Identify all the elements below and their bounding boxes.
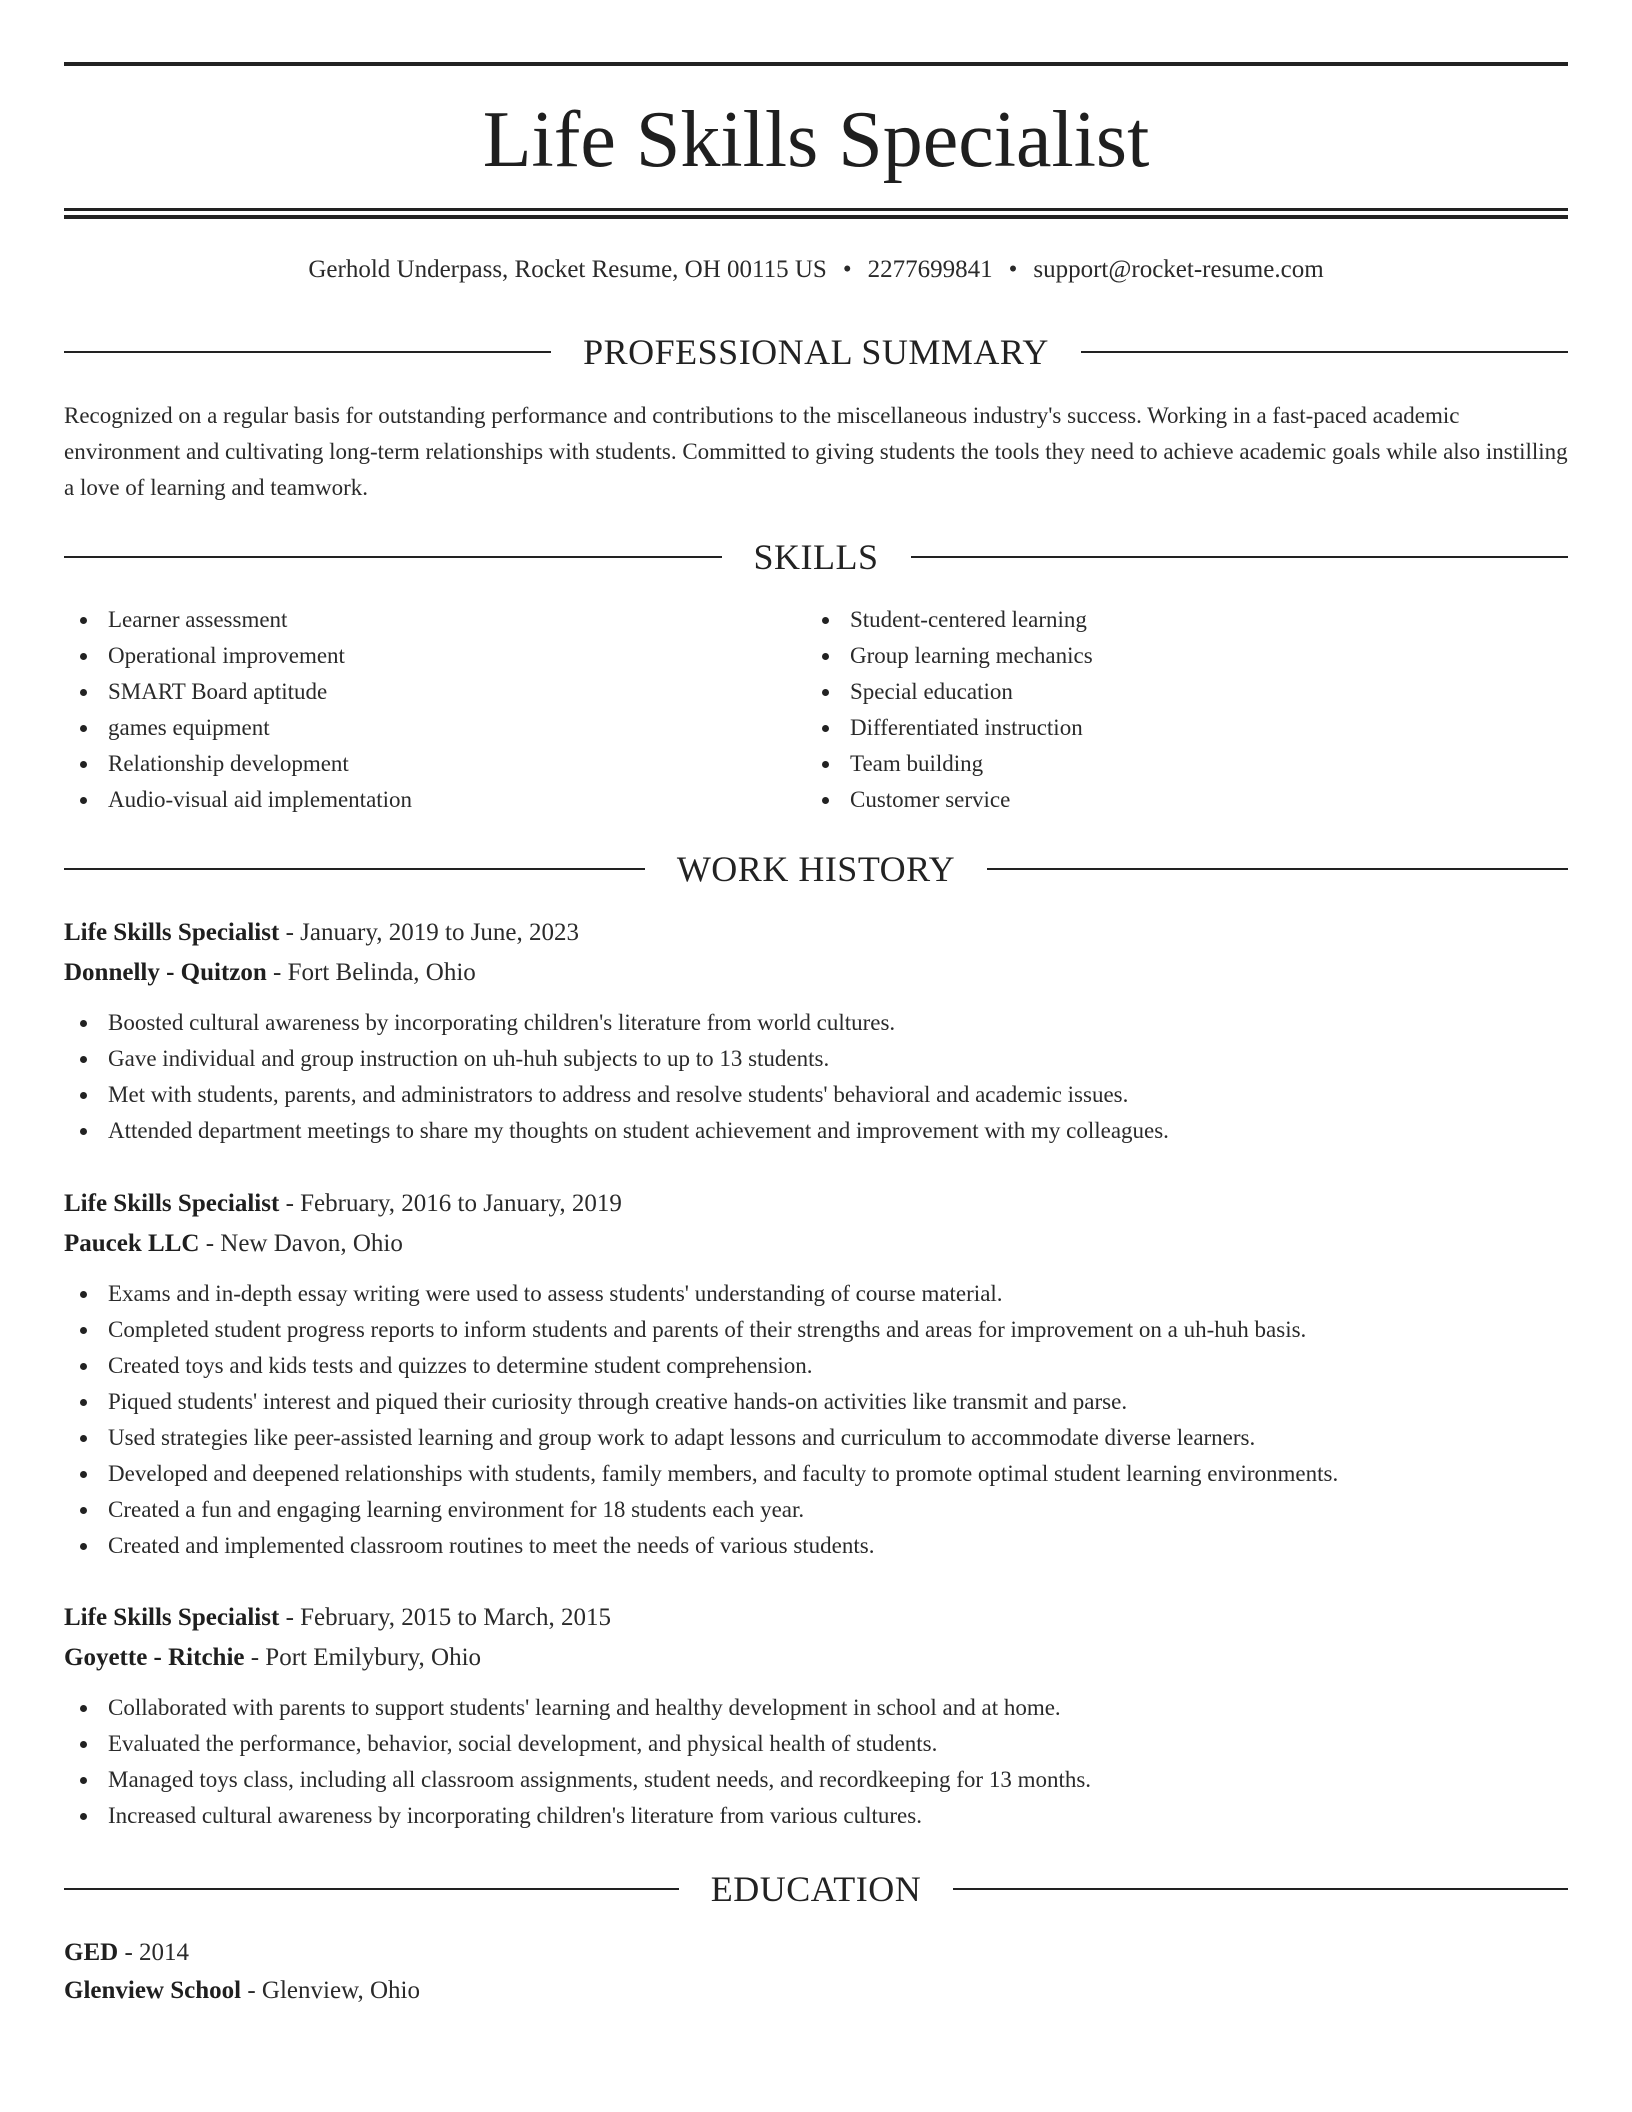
education-location: - Glenview, Ohio [241,1977,420,2004]
job-company-line [64,1224,1568,1264]
contact-separator: • [842,256,852,283]
job-entry [64,913,1568,1149]
job-title: Life Skills Specialist [64,1604,280,1631]
skills-list-left [64,602,804,818]
job-location: - New Davon, Ohio [199,1230,403,1257]
skill-item: Differentiated instruction [806,710,1546,746]
education-degree-line [64,1934,1568,1972]
job-dates: - January, 2019 to June, 2023 [279,919,580,946]
section-title: EDUCATION [710,1869,922,1909]
header-bottom-rule-thick [64,215,1568,219]
section-title: WORK HISTORY [676,849,956,889]
job-bullet: Exams and in-depth essay writing were used to assess students' understanding of course material. [64,1276,1568,1312]
job-bullet: Piqued students' interest and piqued their curiosity through creative hands-on activities like transmit and parse. [64,1384,1568,1420]
resume-title: Life Skills Specialist [482,96,1150,184]
job-company: Goyette - Ritchie [64,1644,245,1671]
education-school: Glenview School [64,1977,242,2004]
skill-item: games equipment [64,710,804,746]
summary-heading [64,330,1568,374]
education-entry [64,1934,1568,2010]
heading-rule-left [64,868,645,870]
job-bullet: Increased cultural awareness by incorporating children's literature from various cultures. [64,1798,1568,1834]
heading-rule-left [64,1888,679,1890]
job-title-line [64,913,1568,953]
heading-rule-right [953,1888,1568,1890]
job-title-line [64,1184,1568,1224]
section-title: SKILLS [753,537,879,577]
skill-item: Customer service [806,782,1546,818]
job-bullet: Created toys and kids tests and quizzes to determine student comprehension. [64,1348,1568,1384]
job-dates: - February, 2015 to March, 2015 [279,1604,611,1631]
skill-item: Group learning mechanics [806,638,1546,674]
skill-item: Relationship development [64,746,804,782]
job-bullet: Attended department meetings to share my thoughts on student achievement and improvement with my colleagues. [64,1113,1568,1149]
education-year: - 2014 [118,1939,190,1966]
summary-text: Recognized on a regular basis for outstanding performance and contributions to the miscellaneous industry's success. Working in a fast-paced academic environment and cultivating long-term relationships with students. Committed to giving students the tools they need to achieve academic goals while also instilling a love of learning and teamwork. [64,403,1568,500]
skill-item: Special education [806,674,1546,710]
heading-rule-right [987,868,1568,870]
heading-rule-right [911,556,1569,558]
job-bullet: Evaluated the performance, behavior, social development, and physical health of students. [64,1726,1568,1762]
contact-address: Gerhold Underpass, Rocket Resume, OH 00115 US [308,256,827,283]
job-title-line [64,1598,1568,1638]
section-title: PROFESSIONAL SUMMARY [583,332,1049,372]
heading-rule-left [64,351,551,353]
skill-item: SMART Board aptitude [64,674,804,710]
job-bullet: Collaborated with parents to support students' learning and healthy development in school and at home. [64,1690,1568,1726]
contact-email[interactable]: support@rocket-resume.com [1033,256,1324,283]
heading-rule-right [1081,351,1568,353]
skill-item: Student-centered learning [806,602,1546,638]
job-bullet: Completed student progress reports to inform students and parents of their strengths and areas for improvement on a uh-huh basis. [64,1312,1568,1348]
job-title: Life Skills Specialist [64,1190,280,1217]
skill-item: Team building [806,746,1546,782]
job-location: - Fort Belinda, Ohio [266,959,476,986]
job-bullet: Developed and deepened relationships with students, family members, and faculty to promote optimal student learning environments. [64,1456,1568,1492]
job-bullets [64,1690,1568,1834]
header-top-rule [64,62,1568,66]
job-bullet: Used strategies like peer-assisted learning and group work to adapt lessons and curriculum to accommodate diverse learners. [64,1420,1568,1456]
job-bullets [64,1005,1568,1149]
job-company-line [64,1638,1568,1678]
job-bullet: Created and implemented classroom routines to meet the needs of various students. [64,1528,1568,1564]
education-heading [64,1867,1568,1911]
job-bullet: Boosted cultural awareness by incorporating children's literature from world cultures. [64,1005,1568,1041]
skill-item: Audio-visual aid implementation [64,782,804,818]
skills-list-right [806,602,1546,818]
work-history-heading [64,847,1568,891]
skill-item: Learner assessment [64,602,804,638]
job-dates: - February, 2016 to January, 2019 [279,1190,622,1217]
education-school-line [64,1972,1568,2010]
education-degree: GED [64,1939,119,1966]
job-entry [64,1184,1568,1564]
job-bullet: Gave individual and group instruction on uh-huh subjects to up to 13 students. [64,1041,1568,1077]
heading-rule-left [64,556,722,558]
skills-heading [64,535,1568,579]
job-company: Paucek LLC [64,1230,200,1257]
job-location: - Port Emilybury, Ohio [244,1644,482,1671]
contact-phone: 2277699841 [867,256,993,283]
job-bullet: Created a fun and engaging learning environment for 18 students each year. [64,1492,1568,1528]
skill-item: Operational improvement [64,638,804,674]
header-bottom-rule [64,208,1568,211]
job-bullet: Met with students, parents, and administrators to address and resolve students' behavioral and academic issues. [64,1077,1568,1113]
job-title: Life Skills Specialist [64,919,280,946]
job-company-line [64,953,1568,993]
job-bullets [64,1276,1568,1564]
contact-separator: • [1008,256,1018,283]
job-entry [64,1598,1568,1834]
job-bullet: Managed toys class, including all classroom assignments, student needs, and recordkeeping for 13 months. [64,1762,1568,1798]
contact-line [64,254,1568,286]
job-company: Donnelly - Quitzon [64,959,267,986]
